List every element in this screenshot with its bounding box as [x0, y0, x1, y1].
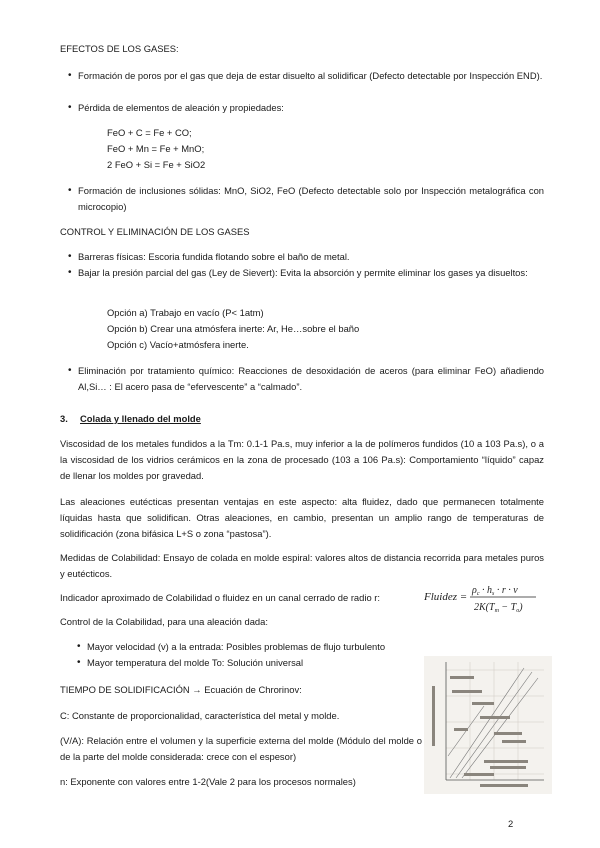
paragraph-colability-control: Control de la Colabilidad, para una aleación dada: — [60, 616, 268, 627]
section-title: Colada y llenado del molde — [80, 413, 201, 424]
paragraph-exponent-n: n: Exponente con valores entre 1-2(Vale 2 para los procesos normales) — [60, 776, 356, 787]
formula-lhs: Fluidez = — [424, 591, 468, 603]
gases-bullet-alloy-loss: • Pérdida de elementos de aleación y propiedades: — [78, 100, 284, 116]
equation-feo-c: FeO + C = Fe + CO; — [107, 127, 192, 138]
paragraph-viscosity: Viscosidad de los metales fundidos a la Tm: 0.1-1 Pa.s, muy inferior a la de polímeros fundidos (10 a 103 Pa.s), o a la viscosidad de los vidrios cerámicos en la zona de procesado (103 a 106 Pa.s): Comportamiento “líquido” capaz de llenar los moldes por gravedad. — [60, 438, 544, 481]
equation-feo-mn: FeO + Mn = Fe + MnO; — [107, 143, 205, 154]
gases-heading: EFECTOS DE LOS GASES: — [60, 43, 179, 54]
section-heading — [60, 411, 201, 427]
page-number: 2 — [508, 818, 514, 829]
control-bullet-pressure: • Bajar la presión parcial del gas (Ley de Sievert): Evita la absorción y permite eliminar los gases ya disueltos: — [78, 265, 544, 281]
option-c: Opción c) Vacío+atmósfera inerte. — [107, 339, 249, 350]
control-velocity: • Mayor velocidad (v) a la entrada: Posibles problemas de flujo turbulento — [87, 639, 385, 655]
control-mold-temperature: • Mayor temperatura del molde To: Solución universal — [87, 655, 303, 671]
paragraph-constant-c: C: Constante de proporcionalidad, característica del metal y molde. — [60, 710, 340, 721]
paragraph-modulus: (V/A): Relación entre el volumen y la superficie externa del molde (Módulo del molde o de la parte del molde considerada: crece con el espesor) — [60, 735, 422, 762]
option-b: Opción b) Crear una atmósfera inerte: Ar, He…sobre el baño — [107, 323, 360, 334]
equation-feo-si: 2 FeO + Si = Fe + SiO2 — [107, 159, 206, 170]
control-heading: CONTROL Y ELIMINACIÓN DE LOS GASES — [60, 226, 250, 237]
paragraph-solidification-time: TIEMPO DE SOLIDIFICACIÓN → Ecuación de Chrorinov: — [60, 684, 302, 695]
formula-denominator: $2K(T_m - T_o)$ — [474, 602, 523, 614]
control-bullet-barriers: • Barreras físicas: Escoria fundida flotando sobre el baño de metal. — [78, 249, 350, 265]
option-a: Opción a) Trabajo en vacío (P< 1atm) — [107, 307, 264, 318]
paragraph-fluidity-indicator: Indicador aproximado de Colabilidad o fluidez en un canal cerrado de radio r: — [60, 592, 380, 603]
section-number: 3. — [60, 413, 68, 424]
chvorinov-plot-image — [424, 656, 552, 794]
paragraph-colability-tests: Medidas de Colabilidad: Ensayo de colada en molde espiral: valores altos de distancia recorrida para metales puros y eutécticos. — [60, 552, 544, 579]
gases-bullet-inclusions: • Formación de inclusiones sólidas: MnO, SiO2, FeO (Defecto detectable solo por Inspección metalográfica con microcopio) — [78, 183, 544, 215]
gases-bullet-porosity: • Formación de poros por el gas que deja de estar disuelto al solidificar (Defecto detectable por Inspección END). — [78, 68, 544, 84]
control-bullet-chemical: • Eliminación por tratamiento químico: Reacciones de desoxidación de aceros (para eliminar FeO) añadiendo Al,Si… : El acero pasa de “efervescente” a “calmado”. — [78, 363, 544, 395]
fluidity-formula — [424, 578, 540, 616]
formula-numerator: $\rho_c \cdot h_s \cdot r \cdot v$ — [472, 585, 518, 597]
paragraph-eutectic: Las aleaciones eutécticas presentan ventajas en este aspecto: alta fluidez, dado que permanecen totalmente líquidas hasta que solidifican. Otras aleaciones, en cambio, presentan un amplio rango de temperaturas de solidificación (zona bifásica L+S o zona “pastosa”). — [60, 496, 544, 539]
